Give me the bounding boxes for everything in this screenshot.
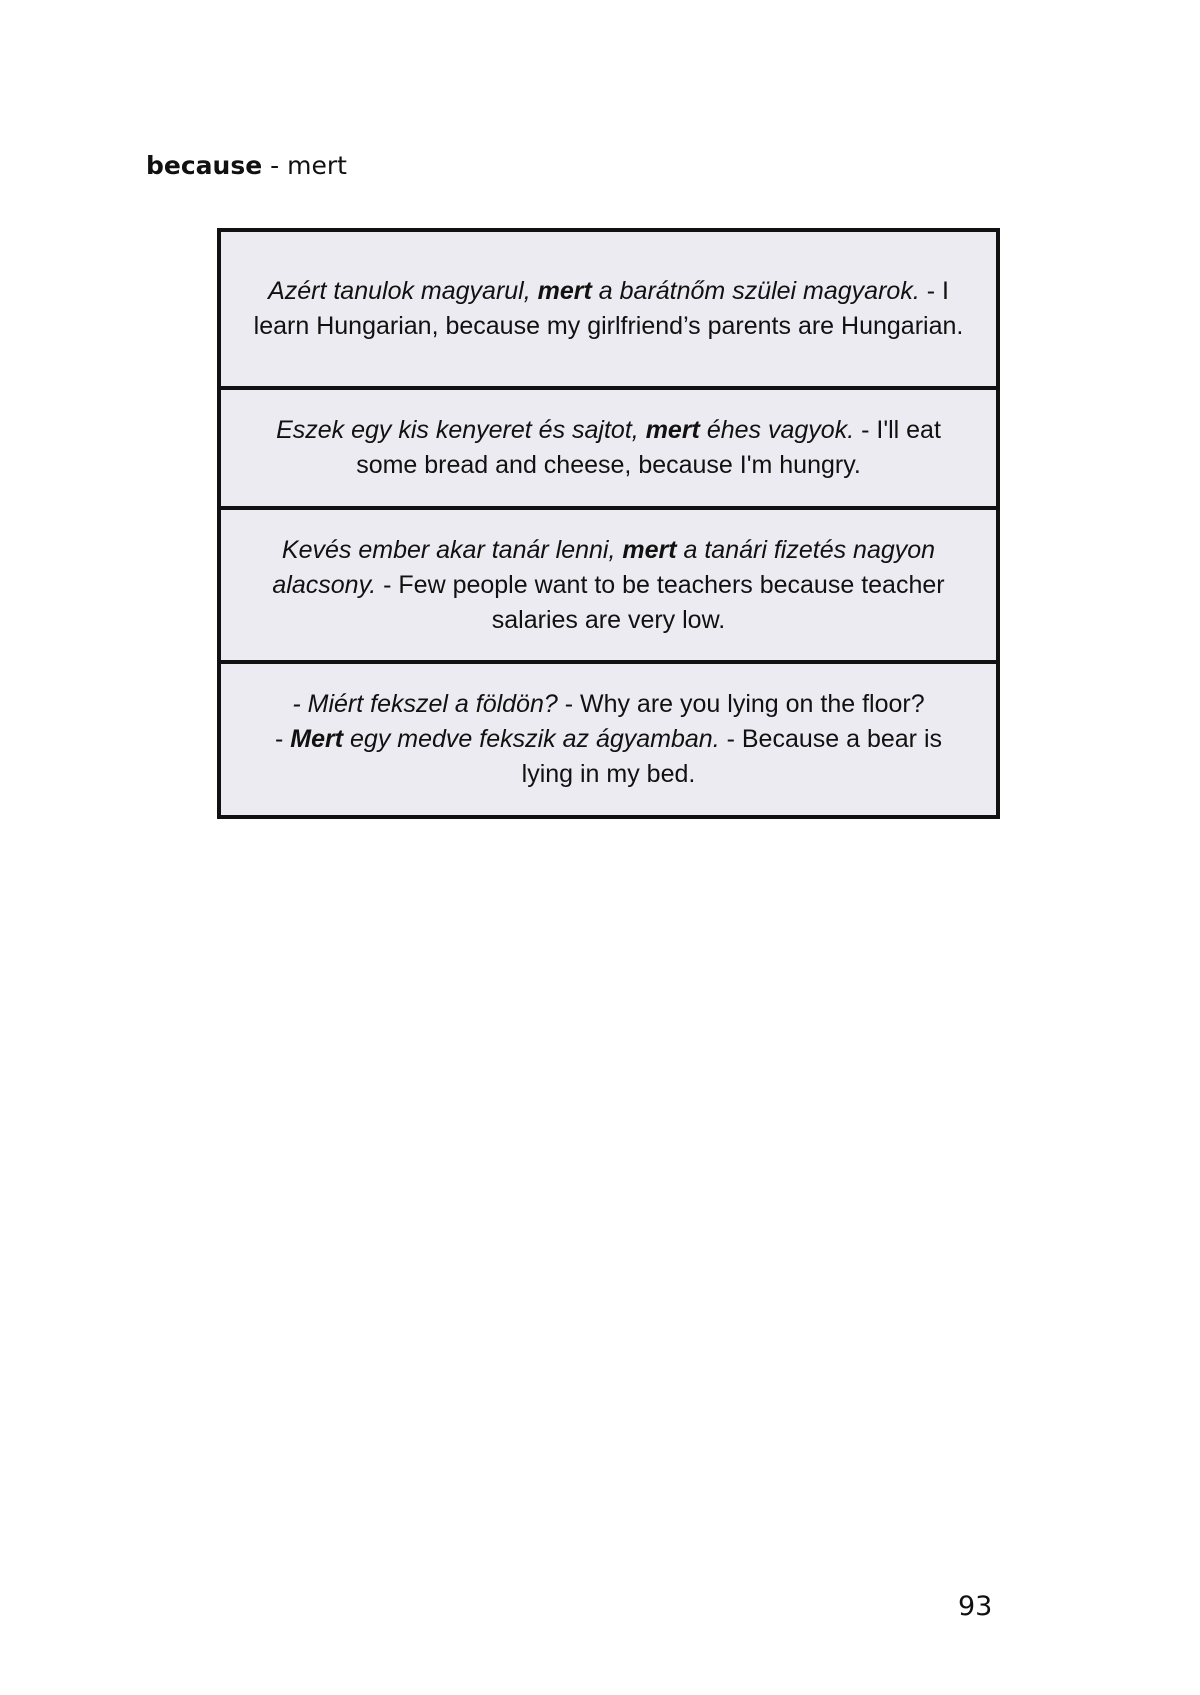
hungarian-text: Kevés ember akar tanár lenni,: [281, 535, 616, 564]
examples-table: [217, 228, 1000, 819]
dialogue-question: [247, 687, 970, 722]
dialogue-dash: -: [274, 725, 284, 753]
english-translation: - Why are you lying on the floor?: [564, 690, 925, 718]
hungarian-text: egy medve fekszik az ágyamban.: [350, 725, 720, 753]
hungarian-text: éhes vagyok.: [706, 416, 855, 444]
english-translation: - Few people want to be teachers because teacher salaries are very low.: [383, 570, 945, 634]
heading-separator: -: [270, 151, 280, 180]
example-text: [247, 533, 970, 638]
example-row: [221, 386, 996, 506]
dialogue-dash: -: [292, 690, 301, 718]
example-row: [221, 660, 996, 815]
example-row: [221, 232, 996, 386]
hungarian-text: Miért fekszel a földön?: [307, 690, 558, 718]
keyword-mert: Mert: [290, 725, 344, 753]
english-translation: - I'll eat some bread and cheese, because I'm hungry.: [356, 416, 941, 479]
vocabulary-heading: [146, 150, 347, 182]
page-number: 93: [958, 1591, 993, 1622]
dialogue-answer: [247, 722, 970, 792]
example-row: [221, 506, 996, 660]
heading-word: because: [146, 151, 263, 180]
hungarian-text: Eszek egy kis kenyeret és sajtot,: [276, 416, 639, 444]
example-dialogue: [247, 687, 970, 792]
keyword-mert: mert: [622, 535, 677, 564]
heading-translation: mert: [287, 151, 347, 180]
hungarian-text: Azért tanulok magyarul,: [268, 277, 531, 305]
english-translation: - I learn Hungarian, because my girlfriend’s parents are Hungarian.: [253, 277, 964, 340]
english-translation: - Because a bear is lying in my bed.: [521, 725, 943, 788]
example-text: [247, 413, 970, 483]
example-text: [247, 274, 970, 344]
hungarian-text: a tanári fizetés nagyon alacsony.: [272, 535, 936, 599]
keyword-mert: mert: [645, 416, 700, 444]
keyword-mert: mert: [537, 277, 592, 305]
hungarian-text: a barátnőm szülei magyarok.: [598, 277, 920, 305]
